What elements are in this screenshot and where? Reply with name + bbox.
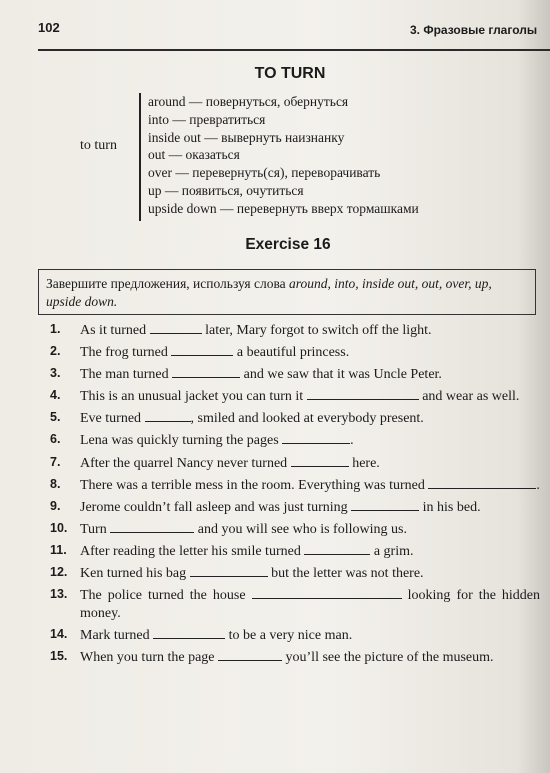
item-number: 5. [50,410,61,425]
item-text: There was a terrible mess in the room. Everything was turned [80,477,425,493]
item-number: 15. [50,648,68,663]
exercise-item [50,454,540,473]
exercise-title: Exercise 16 [245,236,331,253]
item-text: but the letter was not there. [271,566,424,582]
item-number: 11. [50,542,67,557]
item-text: Lena was quickly turning the pages [80,433,279,449]
definition-item: into — превратиться [148,111,266,127]
item-number: 13. [50,587,68,602]
answer-blank[interactable] [190,564,268,577]
exercise-item [50,498,540,517]
answer-blank[interactable] [282,431,350,444]
answer-blank[interactable] [252,586,402,599]
page-number: 102 [38,20,60,35]
item-number: 14. [50,626,68,641]
exercise-item [50,564,540,583]
exercise-item [50,387,540,406]
item-number: 8. [50,476,61,491]
item-text: Mark turned [80,627,150,643]
item-number: 10. [50,520,68,535]
bracket-line [139,93,141,221]
item-text: The police turned the house [80,588,246,604]
answer-blank[interactable] [145,409,191,422]
definition-item: up — появиться, очутиться [148,182,304,198]
item-text: This is an unusual jacket you can turn it [80,389,304,405]
item-text: Eve turned [80,411,142,427]
item-number: 3. [50,366,61,381]
exercise-item [50,365,540,384]
exercise-items [50,321,540,670]
item-text: As it turned [80,323,147,338]
answer-blank[interactable] [150,321,202,334]
item-text: in his bed. [422,499,481,515]
item-number: 9. [50,498,61,513]
exercise-item [50,321,540,340]
exercise-item [50,343,540,362]
item-number: 12. [50,565,68,580]
exercise-item [50,626,540,645]
item-text: later, Mary forgot to switch off the light. [205,323,432,338]
verb-label: to turn [80,138,117,153]
instruction-words: around, into, inside out, out, over, up, upside down. [46,276,492,309]
answer-blank[interactable] [428,476,536,489]
instruction-text: Завершите предложения, используя слова [46,276,290,291]
exercise-item [50,586,540,622]
answer-blank[interactable] [218,648,282,661]
exercise-item [50,542,540,561]
item-text: . [536,477,540,493]
item-text: and we saw that it was Uncle Peter. [243,367,442,383]
answer-blank[interactable] [304,542,370,555]
item-text: you’ll see the picture of the museum. [285,649,494,665]
item-number: 6. [50,432,61,447]
item-text: , smiled and looked at everybody present. [190,411,424,427]
item-text: and wear as well. [422,389,520,405]
item-number: 2. [50,344,61,359]
item-number: 1. [50,322,61,336]
answer-blank[interactable] [307,387,419,400]
item-text: Ken turned his bag [80,566,187,582]
item-number: 4. [50,388,61,403]
item-text: The man turned [80,367,169,383]
answer-blank[interactable] [172,365,240,378]
answer-blank[interactable] [291,454,349,467]
item-text: Jerome couldn’t fall asleep and was just turning [80,499,348,515]
item-text: a grim. [373,543,414,559]
definition-item: upside down — перевернуть вверх тормашками [148,200,419,216]
item-text: a beautiful princess. [236,345,350,361]
definition-item: over — перевернуть(ся), переворачивать [148,165,381,181]
definition-item: around — повернуться, обернуться [148,94,349,109]
item-text: looking for the hidden money. [80,588,541,621]
answer-blank[interactable] [351,498,419,511]
section-title: TO TURN [254,65,326,82]
item-text: here. [352,455,380,471]
item-text: After the quarrel Nancy never turned [80,455,288,471]
exercise-item [50,648,540,667]
exercise-item [50,409,540,428]
header-rule [38,49,550,51]
item-text: Turn [80,521,107,537]
item-text: When you turn the page [80,649,215,665]
answer-blank[interactable] [171,343,233,356]
item-text: and you will see who is following us. [197,521,407,537]
answer-blank[interactable] [153,626,225,639]
item-text: After reading the letter his smile turned [80,543,301,559]
exercise-item [50,476,540,495]
item-number: 7. [50,454,61,469]
definitions-list [148,93,419,218]
answer-blank[interactable] [110,520,194,533]
definition-item: out — оказаться [148,147,240,163]
item-text: . [350,433,354,449]
item-text: to be a very nice man. [228,627,353,643]
item-text: The frog turned [80,345,168,361]
chapter-title: 3. Фразовые глаголы [410,23,538,37]
instruction-box [38,269,536,315]
exercise-item [50,431,540,450]
definition-item: inside out — вывернуть наизнанку [148,129,345,145]
exercise-item [50,520,540,539]
